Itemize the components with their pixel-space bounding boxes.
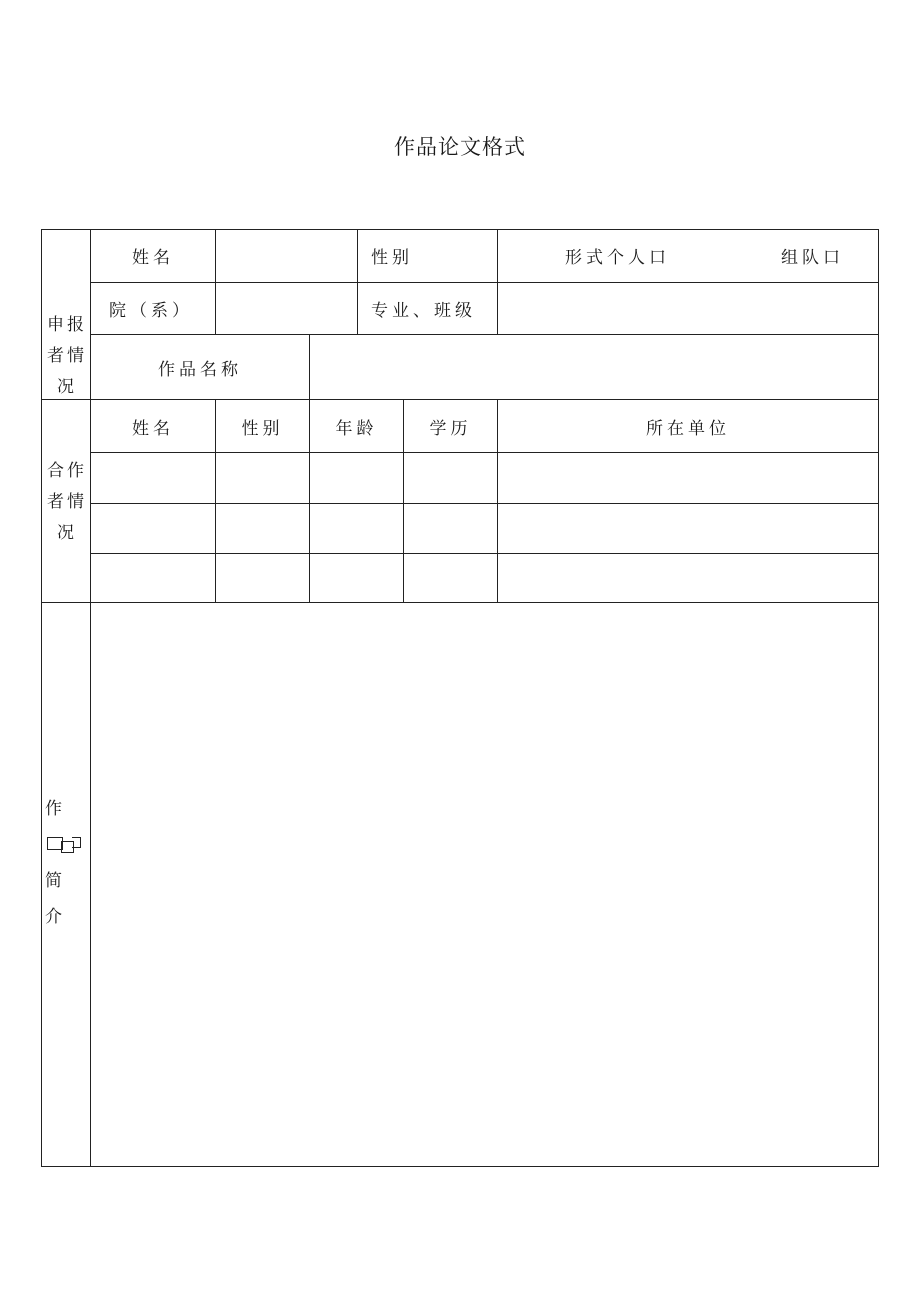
gender-label: 性别 [371, 248, 413, 268]
work-name-field[interactable] [310, 335, 878, 399]
work-name-label: 作品名称 [158, 359, 242, 380]
col-divider [357, 229, 358, 334]
table-row [91, 453, 878, 503]
intro-label-line1: 作 [45, 799, 62, 819]
intro-broken-glyph [45, 827, 81, 863]
major-class-label: 专业、班级 [371, 301, 476, 321]
border-left [41, 229, 42, 1167]
name-label: 姓名 [132, 248, 174, 268]
intro-label-line4: 介 [45, 907, 62, 927]
col-header-gender: 性别 [241, 418, 284, 439]
name-field[interactable] [216, 229, 357, 282]
table-row [91, 554, 878, 602]
col-header-name: 姓名 [132, 418, 174, 439]
table-row [91, 504, 878, 553]
application-form-table [41, 229, 879, 1167]
border-bottom [41, 1166, 879, 1167]
border-right [878, 229, 879, 1167]
intro-content-area[interactable] [91, 603, 878, 1166]
major-class-field[interactable] [498, 283, 878, 334]
intro-label-line3: 简 [45, 871, 62, 891]
intro-label [45, 791, 81, 935]
applicant-section-label: 申报者情况 [47, 315, 87, 397]
col-header-education: 学历 [429, 418, 472, 439]
col-header-age: 年龄 [335, 418, 378, 439]
department-field[interactable] [216, 283, 357, 334]
col-header-organization: 所在单位 [646, 418, 730, 439]
form-individual-label[interactable]: 形式个人口 [565, 248, 670, 268]
department-label: 院（系） [109, 301, 193, 321]
collaborator-section-label: 合作者情况 [47, 461, 87, 543]
page-title: 作品论文格式 [394, 135, 526, 159]
form-team-label[interactable]: 组队口 [781, 248, 844, 268]
